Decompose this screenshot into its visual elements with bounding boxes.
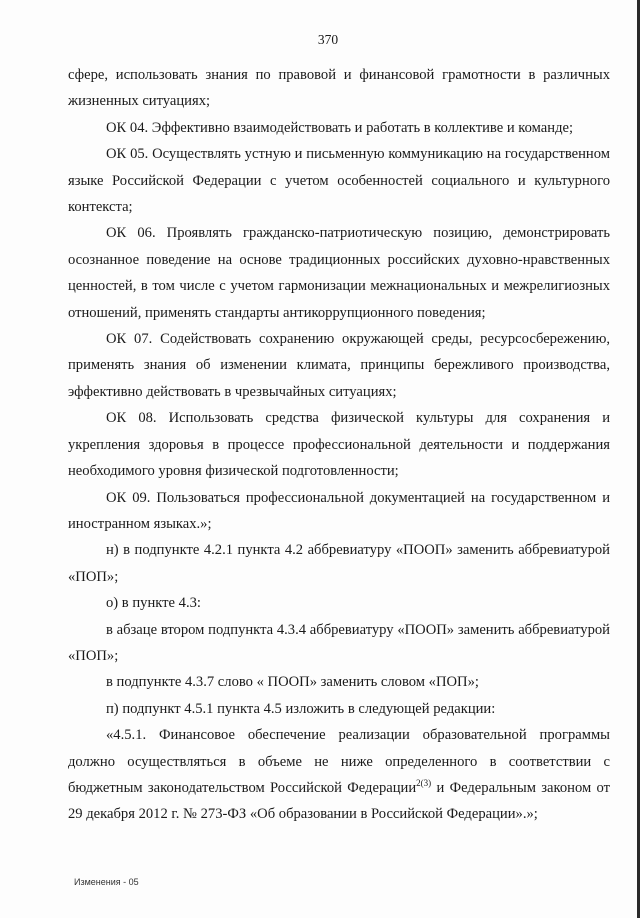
document-body	[68, 62, 610, 828]
paragraph-abzac: в абзаце втором подпункта 4.3.4 аббревиатуру «ПООП» заменить аббревиатурой «ПОП»;	[68, 621, 610, 664]
paragraph-item-n: н) в подпункте 4.2.1 пункта 4.2 аббревиатуру «ПООП» заменить аббревиатурой «ПОП»;	[68, 542, 610, 585]
paragraph-ok07: ОК 07. Содействовать сохранению окружающей среды, ресурсосбережению, применять знания об изменении климата, принципы бережливого производства, эффективно действовать в чрезвычайных ситуациях;	[68, 331, 610, 400]
paragraph-451-text-b: и Федеральным законом от 29 декабря 2012 г. № 273-ФЗ «Об образовании в Российской Федерации».»;	[68, 779, 611, 823]
paragraph-item-p: п) подпункт 4.5.1 пункта 4.5 изложить в следующей редакции:	[106, 700, 496, 717]
footnote-ref: 2(3)	[416, 778, 432, 789]
paragraph-ok09: ОК 09. Пользоваться профессиональной документацией на государственном и иностранном языках.»;	[68, 489, 610, 532]
paragraph-ok08: ОК 08. Использовать средства физической культуры для сохранения и укрепления здоровья в процессе профессиональной деятельности и поддержания необходимого уровня физической подготовленности;	[68, 410, 610, 480]
paragraph-ok05: ОК 05. Осуществлять устную и письменную коммуникацию на государственном языке Российской Федерации с учетом особенностей социального и культурного контекста;	[68, 146, 610, 216]
paragraph-ok04: ОК 04. Эффективно взаимодействовать и работать в коллективе и команде;	[106, 119, 574, 136]
page-footer: Изменения - 05	[74, 877, 139, 887]
paragraph-ok06: ОК 06. Проявлять гражданско-патриотическую позицию, демонстрировать осознанное поведение на основе традиционных российских духовно-нравственных ценностей, в том числе с учетом гармонизации межнациональных и межрелигиозных отношений, применять стандарты антикоррупционного поведения;	[68, 225, 610, 321]
paragraph-451-text-a: «4.5.1. Финансовое обеспечение реализации образовательной программы должно осуществляться в объеме не ниже определенного в соответствии с бюджетным законодательством Российской Федерации	[68, 727, 610, 796]
page-number: 370	[317, 32, 339, 47]
paragraph-item-o: о) в пункте 4.3:	[106, 595, 201, 612]
paragraph-subitem-437: в подпункте 4.3.7 слово « ПООП» заменить словом «ПОП»;	[106, 674, 479, 691]
paragraph-451	[68, 722, 610, 828]
paragraph-continuation: сфере, использовать знания по правовой и финансовой грамотности в различных жизненных ситуациях;	[68, 67, 610, 110]
